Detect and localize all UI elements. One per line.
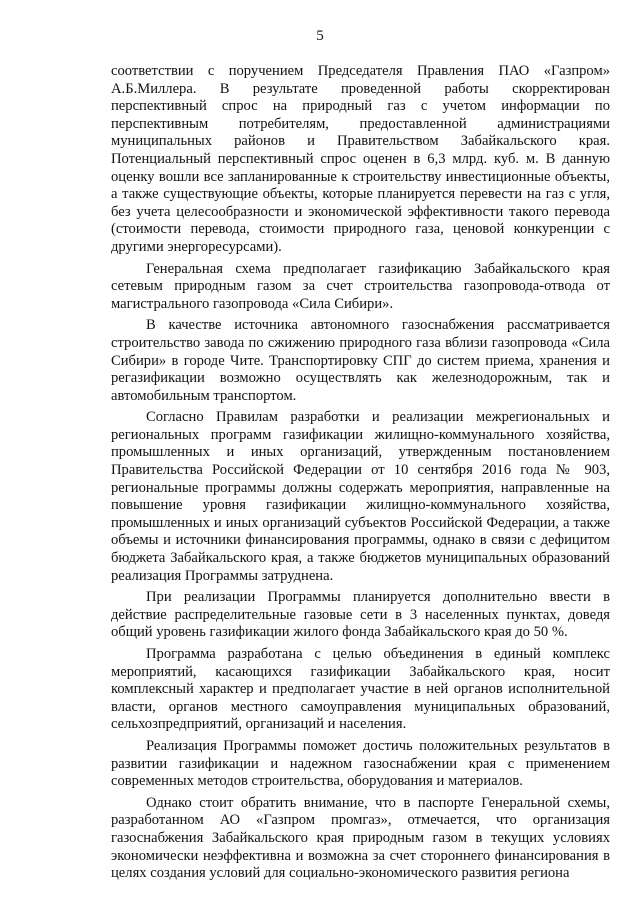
paragraph-continuation: соответствии с поручением Председателя Правления ПАО «Газпром» А.Б.Миллера. В результате проведенной работы скорректирован перспективный спрос на природный газ с учетом информации по перспективным потребителям, предоставленной администрациями муниципальных районов и Правительством Забайкальского края. Потенциальный перспективный спрос оценен в 6,3 млрд. куб. м. В данную оценку вошли все запланированные к строительству инвестиционные объекты, а также существующие объекты, которые планируется перевести на газ с угля, без учета целесообразности и экономической эффективности такого перевода (стоимости перевода, стоимости природного газа, ценовой конкуренции с другими энергоресурсами). — [111, 63, 610, 255]
paragraph: Реализация Программы поможет достичь положительных результатов в развитии газификации и надежном газоснабжении края с применением современных методов строительства, оборудования и материалов. — [111, 737, 610, 790]
page-number: 5 — [316, 28, 324, 44]
paragraph: При реализации Программы планируется дополнительно ввести в действие распределительные газовые сети в 3 населенных пунктах, доведя общий уровень газификации жилого фонда Забайкальского края до 50 %. — [111, 589, 610, 641]
document-body — [111, 63, 610, 887]
paragraph: В качестве источника автономного газоснабжения рассматривается строительство завода по сжижению природного газа вблизи газопровода «Сила Сибири» в городе Чите. Транспортировку СПГ до систем приема, хранения и регазификации возможно осуществлять как железнодорожным, так и автомобильным транспортом. — [111, 317, 610, 404]
paragraph: Генеральная схема предполагает газификацию Забайкальского края сетевым природным газом за счет строительства газопровода-отвода от магистрального газопровода «Сила Сибири». — [111, 260, 610, 312]
paragraph: Согласно Правилам разработки и реализации межрегиональных и региональных программ газификации жилищно-коммунального хозяйства, промышленных и иных организаций, утвержденным постановлением Правительства Российской Федерации от 10 сентября 2016 года № 903, региональные программы должны содержать мероприятия, направленные на повышение уровня газификации жилищно-коммунального хозяйства, промышленных и иных организаций субъектов Российской Федерации, а также объемы и источники финансирования программы, однако в связи с дефицитом бюджета Забайкальского края, а также бюджетов муниципальных образований реализация Программы затруднена. — [111, 409, 610, 584]
paragraph: Программа разработана с целью объединения в единый комплекс мероприятий, касающихся газификации Забайкальского края, носит комплексный характер и предполагает участие в ней органов исполнительной власти, органов местного самоуправления муниципальных образований, сельхозпредприятий, организаций и населения. — [111, 646, 610, 733]
paragraph: Однако стоит обратить внимание, что в паспорте Генеральной схемы, разработанном АО «Газпром промгаз», отмечается, что организация газоснабжения Забайкальского края природным газом в текущих условиях экономически неэффективна и возможна за счет стороннего финансирования в целях создания условий для социально-экономического развития региона — [111, 794, 610, 882]
